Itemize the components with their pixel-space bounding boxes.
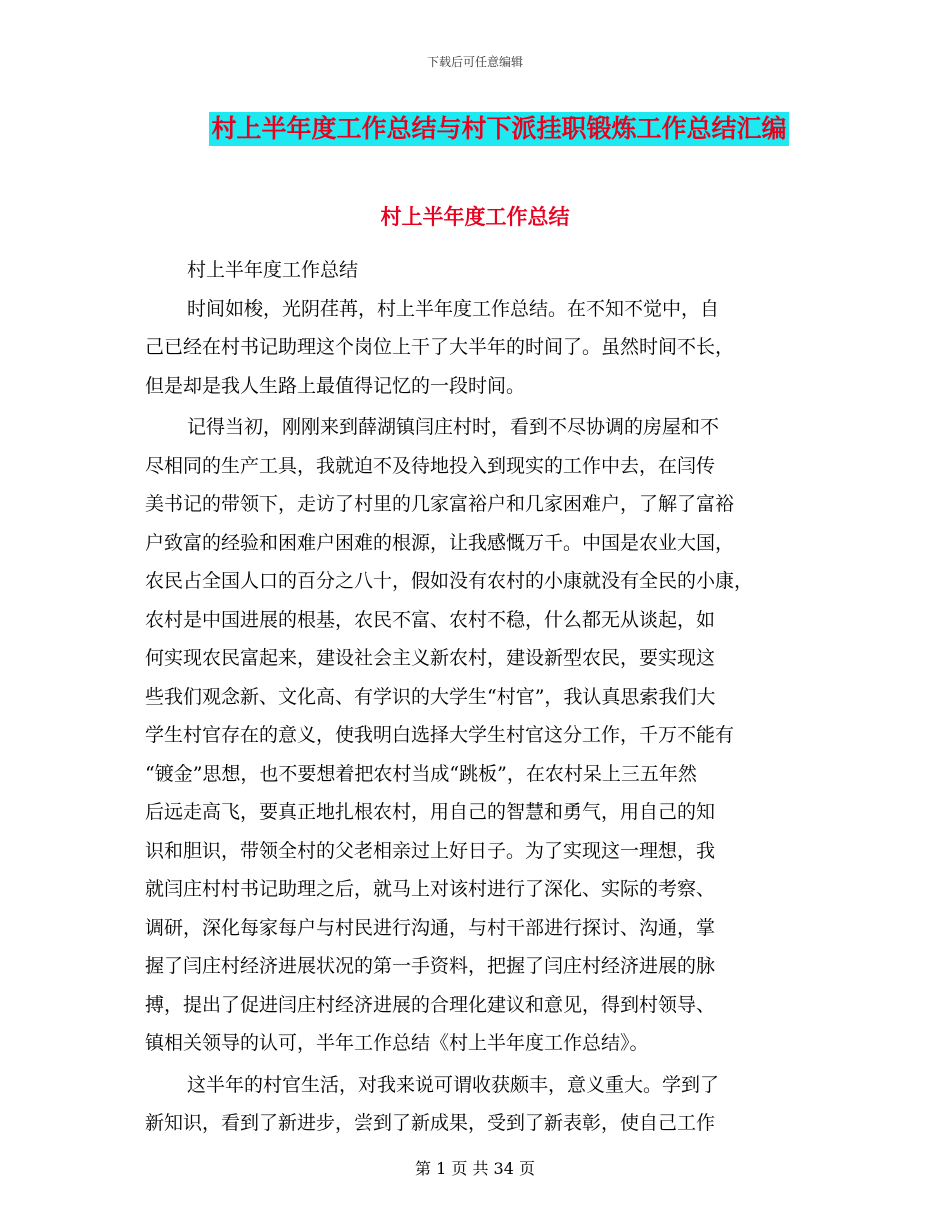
paragraph-line: 新知识，看到了新进步，尝到了新成果，受到了新表彰，使自己工作 (145, 1112, 716, 1134)
paragraph-line: 己已经在村书记助理这个岗位上干了大半年的时间了。虽然时间不长， (145, 336, 735, 358)
paragraph-line: 握了闫庄村经济进展状况的第一手资料，把握了闫庄村经济进展的脉 (145, 955, 716, 977)
section-title: 村上半年度工作总结 (380, 205, 570, 229)
paragraph-line: 这半年的村官生活，对我来说可谓收获颇丰，意义重大。学到了 (187, 1073, 720, 1096)
page-footer: 第 1 页 共 34 页 (415, 1159, 535, 1178)
paragraph-line: 农村是中国进展的根基，农民不富、农村不稳，什么都无从谈起，如 (145, 608, 716, 631)
paragraph-line: “镀金”思想，也不要想着把农村当成“跳板”，在农村呆上三五年然 (145, 762, 697, 785)
paragraph-line: 调研，深化每家每户与村民进行沟通，与村干部进行探讨、沟通，掌 (145, 916, 716, 939)
paragraph-line: 村上半年度工作总结 (187, 259, 359, 281)
paragraph-line: 识和胆识，带领全村的父老相亲过上好日子。为了实现这一理想，我 (145, 839, 716, 862)
paragraph-line: 户致富的经验和困难户困难的根源，让我感慨万千。中国是农业大国， (145, 531, 735, 554)
paragraph-line: 但是却是我人生路上最值得记忆的一段时间。 (145, 374, 526, 397)
paragraph-line: 后远走高飞，要真正地扎根农村，用自己的智慧和勇气，用自己的知 (145, 801, 716, 823)
paragraph-line: 镇相关领导的认可，半年工作总结《村上半年度工作总结》。 (145, 1032, 649, 1054)
paragraph-line: 美书记的带领下，走访了村里的几家富裕户和几家困难户，了解了富裕 (145, 493, 735, 515)
paragraph-line: 就闫庄村村书记助理之后，就马上对该村进行了深化、实际的考察、 (145, 878, 716, 900)
header-note: 下载后可任意编辑 (426, 55, 523, 69)
document-title: 村上半年度工作总结与村下派挂职锻炼工作总结汇编 (209, 112, 788, 146)
paragraph-line: 些我们观念新、文化高、有学识的大学生“村官”，我认真思索我们大 (145, 685, 716, 708)
main-title-wrap (0, 112, 950, 146)
paragraph-line: 尽相同的生产工具，我就迫不及待地投入到现实的工作中去，在闫传 (145, 454, 716, 477)
paragraph-line: 记得当初，刚刚来到薛湖镇闫庄村时，看到不尽协调的房屋和不 (187, 416, 720, 438)
paragraph-line: 时间如梭，光阴荏苒，村上半年度工作总结。在不知不觉中，自 (187, 297, 720, 320)
paragraph-line: 何实现农民富起来，建设社会主义新农村，建设新型农民，要实现这 (145, 647, 716, 669)
paragraph-line: 搏，提出了促进闫庄村经济进展的合理化建议和意见，得到村领导、 (145, 993, 716, 1016)
paragraph-line: 学生村官存在的意义，使我明白选择大学生村官这分工作，千万不能有 (145, 724, 735, 746)
paragraph-line: 农民占全国人口的百分之八十，假如没有农村的小康就没有全民的小康， (145, 570, 754, 592)
body-text (145, 251, 815, 1143)
